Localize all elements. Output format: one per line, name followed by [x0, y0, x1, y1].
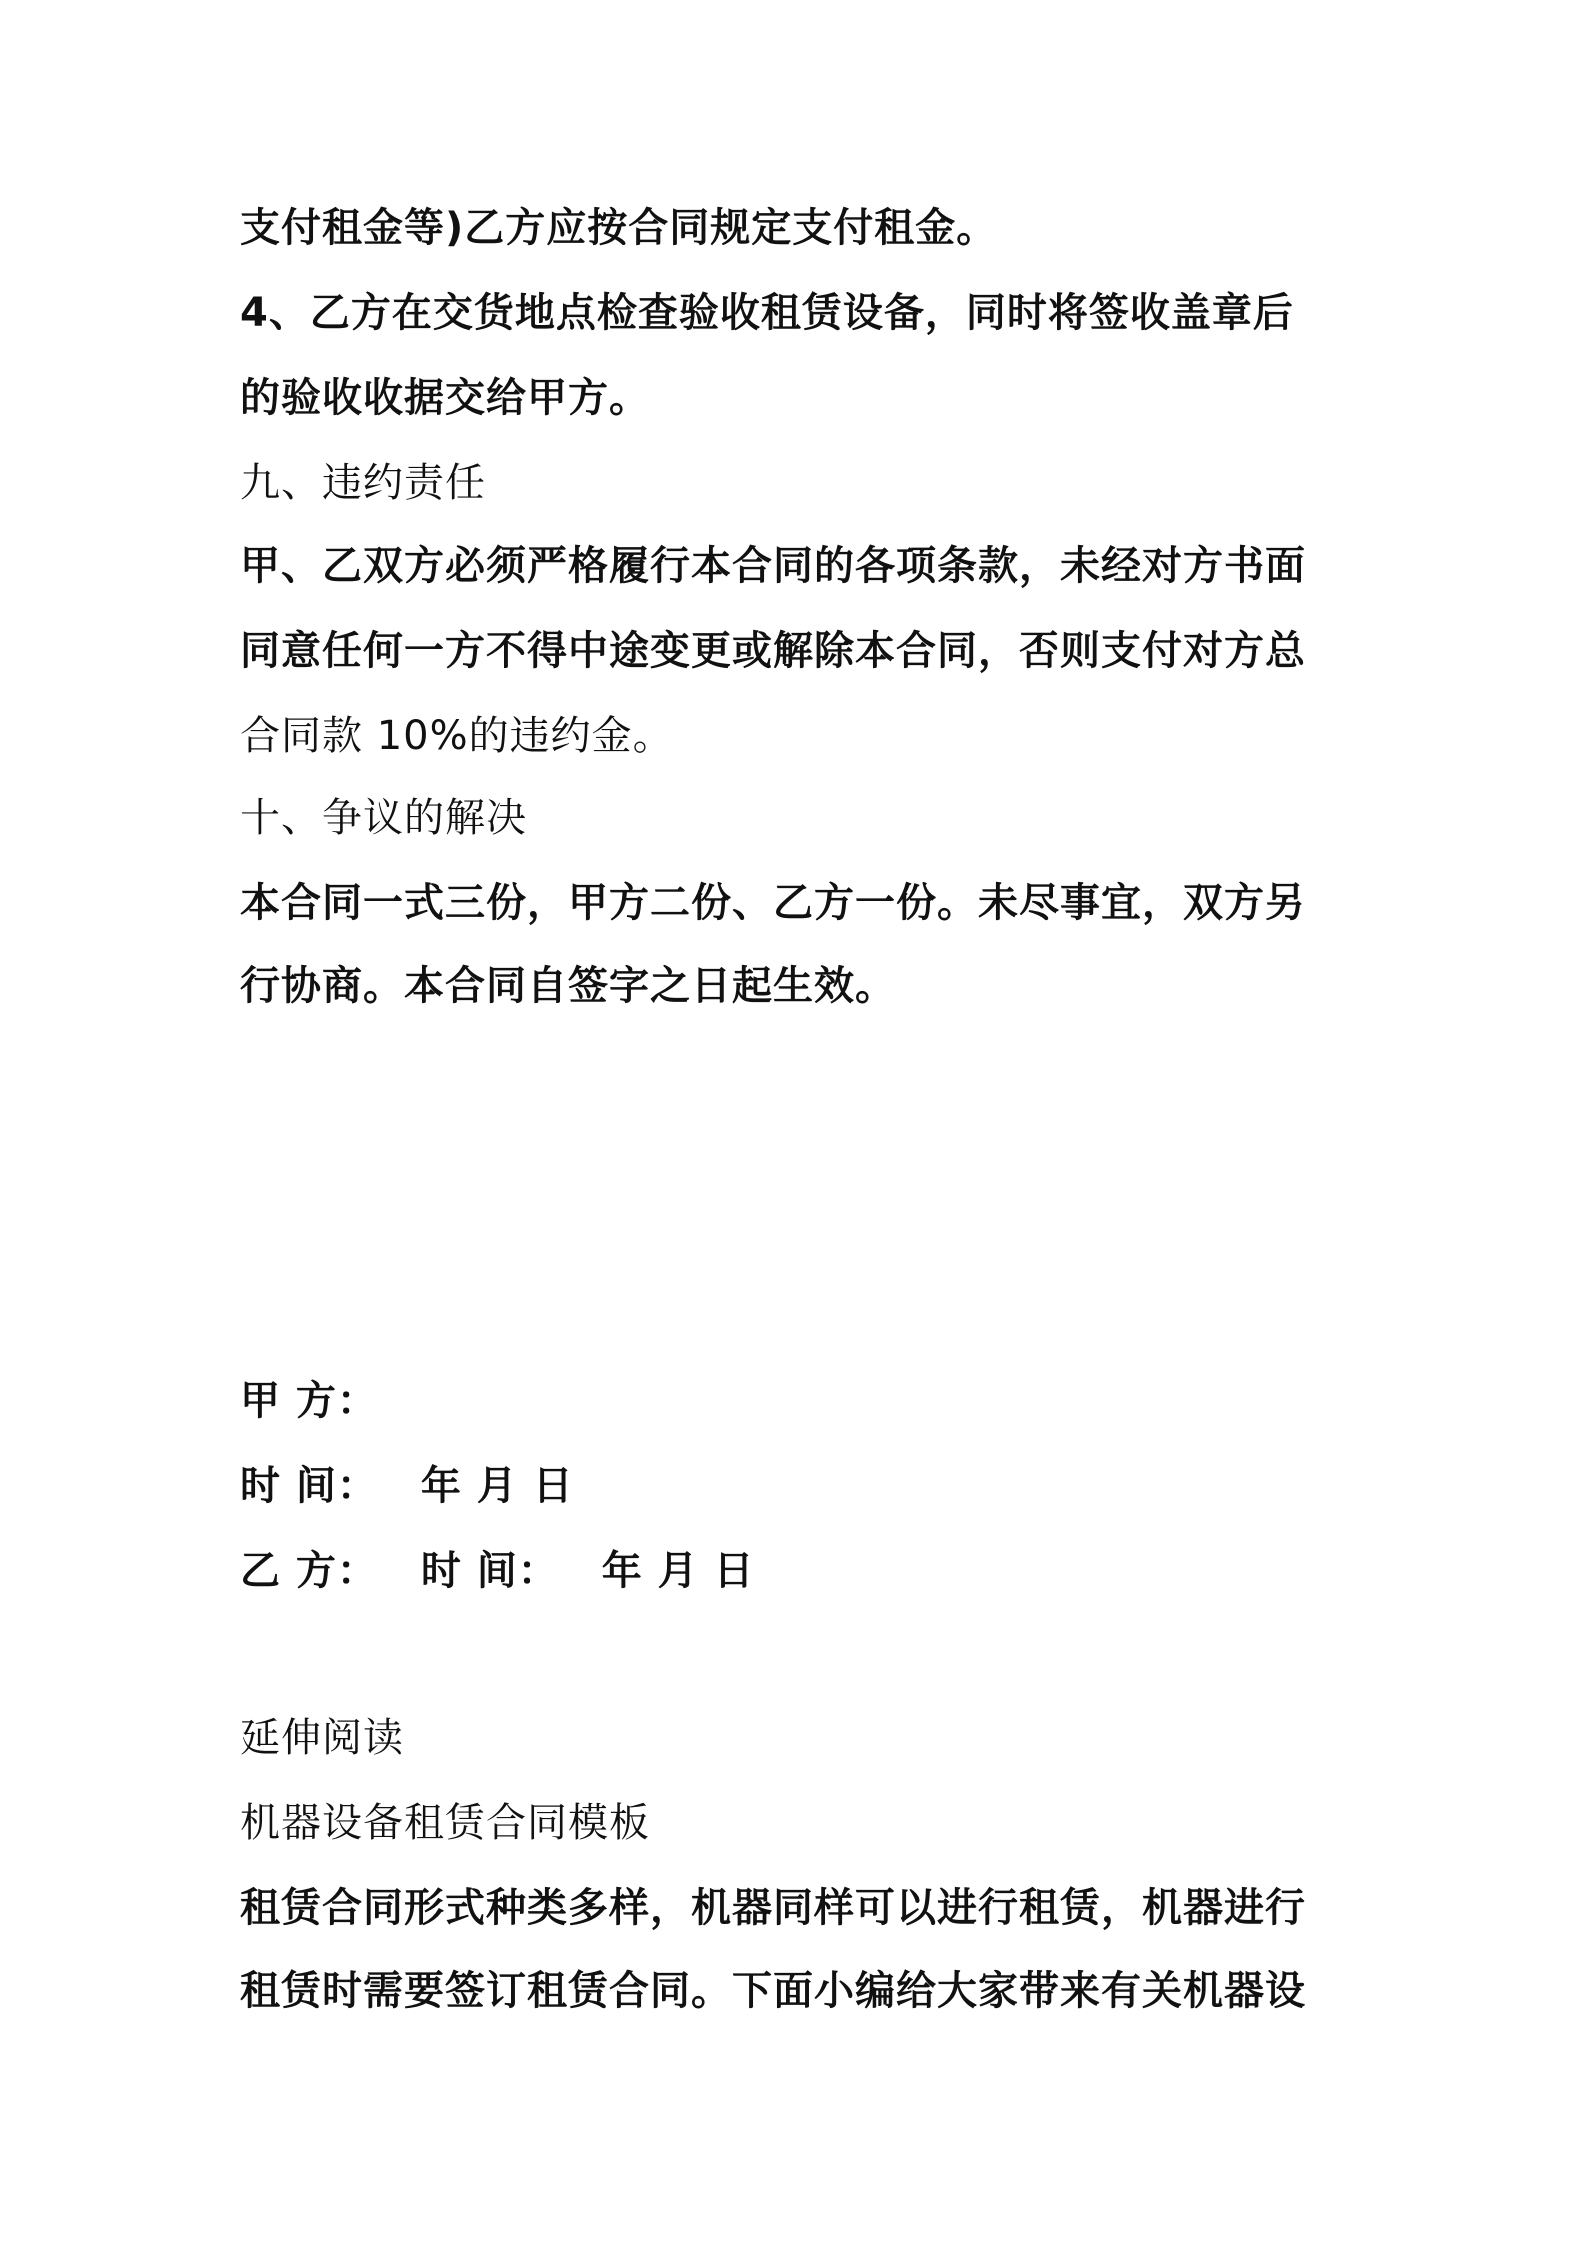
- signature-time-a: [240, 1458, 1360, 1514]
- signature-party-b: [240, 1543, 1360, 1599]
- contract-text-line: 合同款 10%的违约金。: [240, 713, 674, 759]
- party-b-date-placeholder: 年 月 日: [601, 1548, 755, 1594]
- party-a-label: 甲 方：: [240, 1378, 378, 1424]
- signature-party-a: [240, 1373, 1360, 1429]
- contract-text-line: 4、乙方在交货地点检查验收租赁设备，同时将签收盖章后: [240, 290, 1294, 336]
- time-label: 时 间：: [240, 1463, 378, 1509]
- extended-text-line: 租赁时需要签订租赁合同。下面小编给大家带来有关机器设: [240, 1968, 1306, 2014]
- contract-text-line: 的验收收据交给甲方。: [240, 375, 650, 421]
- party-b-label: 乙 方：: [240, 1548, 378, 1594]
- contract-text-line: 本合同一式三份，甲方二份、乙方一份。未尽事宜，双方另: [240, 880, 1306, 926]
- date-placeholder: 年 月 日: [420, 1463, 574, 1509]
- contract-text-line: 支付租金等)乙方应按合同规定支付租金。: [240, 205, 998, 251]
- extended-reading-heading: 延伸阅读: [240, 1715, 404, 1761]
- party-b-time-label: 时 间：: [420, 1548, 559, 1594]
- extended-text-line: 租赁合同形式种类多样，机器同样可以进行租赁，机器进行: [240, 1885, 1306, 1931]
- contract-text-line: 行协商。本合同自签字之日起生效。: [240, 963, 896, 1009]
- section-heading-dispute-resolution: 十、争议的解决: [240, 795, 527, 841]
- contract-text-line: 甲、乙双方必须严格履行本合同的各项条款，未经对方书面: [240, 543, 1306, 589]
- section-heading-breach-liability: 九、违约责任: [240, 460, 486, 506]
- extended-reading-title: 机器设备租赁合同模板: [240, 1800, 650, 1846]
- contract-text-line: 同意任何一方不得中途变更或解除本合同，否则支付对方总: [240, 628, 1306, 674]
